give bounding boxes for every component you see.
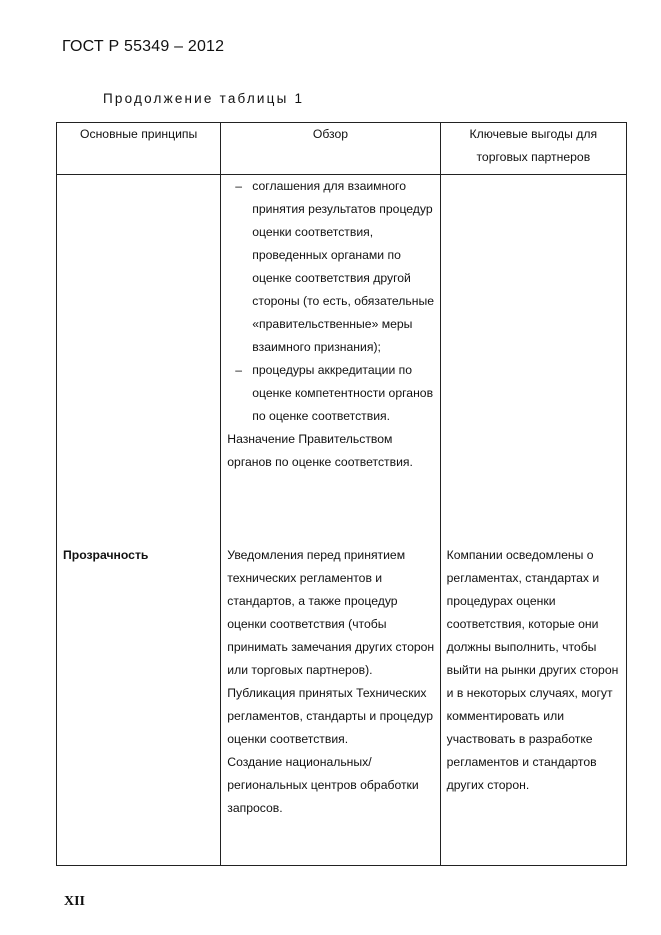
dash-marker: – [235,363,243,377]
page-number: XII [64,894,86,909]
table-header-row [57,123,627,175]
list-item [227,359,435,428]
list-item-text: процедуры аккредитации по оценке компетентности органов по оценке соответствия. [252,363,434,423]
continued-principle-cell [57,175,221,545]
overview-paragraph: Создание национальных/региональных центров обработки запросов. [227,755,419,815]
list-item [227,175,435,359]
transparency-principle-cell [57,544,221,866]
column-header-principles: Основные принципы [57,123,221,175]
principles-table [56,122,627,866]
table-row-transparency [57,544,627,866]
overview-paragraph: Уведомления перед принятием технических регламентов и стандартов, а также процедур оценки соответствия (чтобы принимать замечания других сторон или торговых партнеров). [227,548,435,677]
overview-tail-text: Назначение Правительством органов по оценке соответствия. [227,432,413,469]
table-caption: Продолжение таблицы 1 [103,91,305,106]
transparency-benefits-cell [440,544,626,866]
dash-marker: – [235,179,243,193]
continued-overview-cell [221,175,440,545]
transparency-overview-cell [221,544,440,866]
benefits-text: Компании осведомлены о регламентах, стандартах и процедурах оценки соответствия, которые они должны выполнить, чтобы выйти на рынки других сторон и в некоторых случаях, могут комментировать или участвовать в разработке регламентов и стандартов других сторон. [446,548,619,792]
table-row-continued [57,175,627,545]
overview-paragraph: Публикация принятых Технических регламентов, стандарты и процедур оценки соответствия. [227,686,433,746]
column-header-overview: Обзор [221,123,440,175]
document-header: ГОСТ Р 55349 – 2012 [62,38,225,55]
column-header-benefits: Ключевые выгоды для торговых партнеров [440,123,626,175]
list-item-text: соглашения для взаимного принятия результатов процедур оценки соответствия, проведенных органами по оценке соответствия другой стороны (то есть, обязательные «правительственные» меры взаимного признания); [252,179,435,354]
continued-benefits-cell [440,175,626,545]
principle-label: Прозрачность [63,548,149,562]
